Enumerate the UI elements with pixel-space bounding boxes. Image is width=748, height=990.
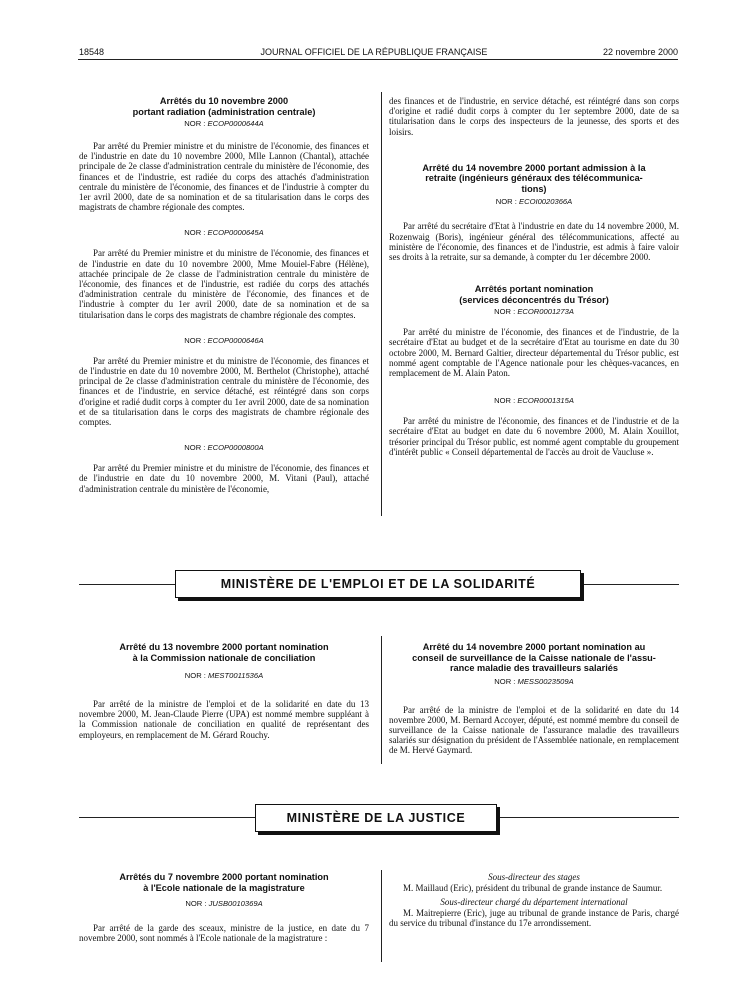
paragraph: M. Maillaud (Eric), président du tribunal de grande instance de Saumur. (403, 883, 663, 893)
nor-reference: NOR : ECOP0000800A (184, 443, 264, 453)
nor-reference: NOR : JUSB0010369A (185, 899, 263, 908)
section-title: Arrêté du 13 novembre 2000 portant nomination (119, 642, 329, 652)
nor-reference: NOR : ECOI0020366A (495, 197, 573, 207)
nor-reference: NOR : MESS0023509A (494, 676, 574, 686)
section-title: Arrêtés du 10 novembre 2000 (159, 96, 289, 106)
section-retraite (389, 163, 679, 262)
ministry-banner-emploi: MINISTÈRE DE L'EMPLOI ET DE LA SOLIDARITÉ (175, 570, 581, 598)
issue-date: 22 novembre 2000 (602, 47, 678, 57)
section-caisse-nationale (389, 642, 679, 756)
ecole-nominations (389, 872, 679, 929)
section-title: portant radiation (administration centrale) (132, 106, 316, 117)
subheading: Sous-directeur chargé du département international (440, 897, 628, 908)
section-ecole-magistrature (79, 872, 369, 943)
paragraph: Par arrêté du Premier ministre et du ministre de l'économie, des finances et de l'industrie en date du 10 novembre 2000, Mlle Lannon (Chantal), attachée principale de 2e classe d'administration centrale du ministère de l'économie, des finances et de l'industrie, est radiée du corps des attachés d'administration centrale du ministère de l'économie, des finances et de l'industrie à compter du 1er avril 2000, date de sa nomination et de sa titularisation dans le corps des magistrats de chambre régionale des comptes. (79, 141, 369, 213)
section-radiation (79, 96, 369, 494)
nor-reference: NOR : ECOP0000644A (184, 119, 264, 128)
section-title: Arrêtés portant nomination (474, 284, 594, 295)
section-tresor (389, 284, 679, 457)
journal-title: JOURNAL OFFICIEL DE LA RÉPUBLIQUE FRANÇAISE (260, 47, 488, 57)
section-title: (services déconcentrés du Trésor) (459, 294, 609, 305)
section-title: retraite (ingénieurs généraux des télécommunica- (425, 173, 643, 184)
section-title: conseil de surveillance de la Caisse nationale de l'assu- (412, 652, 656, 663)
section-title: à l'Ecole nationale de la magistrature (143, 882, 305, 893)
right-column-top (389, 96, 679, 457)
page-number: 18548 (79, 47, 105, 57)
paragraph: Par arrêté de la garde des sceaux, ministre de la justice, en date du 7 novembre 2000, sont nommés à l'Ecole nationale de la magistrature : (79, 923, 369, 944)
column-rule-top (381, 92, 382, 516)
section-title: rance maladie des travailleurs salariés (449, 663, 619, 673)
section-title: Arrêtés du 7 novembre 2000 portant nomination (119, 872, 329, 882)
section-title: Arrêté du 14 novembre 2000 portant nomination au (422, 642, 646, 652)
section-title: tions) (521, 183, 547, 194)
nor-reference: NOR : ECOP0000646A (184, 335, 264, 345)
paragraph: Par arrêté du ministre de l'économie, des finances et de l'industrie et de la secrétaire d'Etat au budget en date du 6 novembre 2000, M. Alain Xouillot, trésorier principal du Trésor public, est nommé agent comptable du groupement d'intérêt public « Conseil départemental de l'accès au droit de Vaucluse ». (389, 416, 679, 457)
paragraph-continuation: des finances et de l'industrie, en service détaché, est réintégré dans son corps d'origine et radié dudit corps à compter du 1er septembre 2000, date de sa titularisation dans le corps des inspecteurs de la jeunesse, des sports et des loisirs. (389, 96, 679, 137)
nor-reference: NOR : ECOR0001315A (494, 396, 574, 406)
section-title: à la Commission nationale de conciliation (132, 652, 316, 663)
nor-reference: NOR : MEST0011536A (184, 671, 264, 680)
paragraph: Par arrêté de la ministre de l'emploi et de la solidarité en date du 13 novembre 2000, M. Jean-Claude Pierre (UPA) est nommé membre suppléant à la Commission nationale de conciliation en qualité de représentant des employeurs, en remplacement de M. Gérard Rouchy. (79, 699, 369, 740)
nor-reference: NOR : ECOR0001273A (494, 307, 574, 317)
column-rule-middle (381, 636, 382, 764)
header-rule (78, 59, 678, 60)
column-rule-bottom (381, 870, 382, 962)
paragraph: Par arrêté du Premier ministre et du ministre de l'économie, des finances et de l'industrie en date du 10 novembre 2000, Mme Mouiel-Fabre (Hélène), attachée principale de 2e classe de l'administration centrale du ministère de l'économie, des finances et de l'industrie, est radiée du corps des attachés d'administration centrale du ministère de l'économie, des finances et de l'industrie à compter du 1er avril 2000, date de sa nomination et de sa titularisation dans le corps des magistrats de chambre régionale des comptes. (79, 248, 369, 320)
paragraph: Par arrêté du Premier ministre et du ministre de l'économie, des finances et de l'industrie en date du 10 novembre 2000, M. Berthelot (Christophe), attaché principal de 2e classe d'administration centrale du ministère de l'économie, des finances et de l'industrie, en service détaché, est réintégré dans son corps d'origine et radié dudit corps à compter du 1er avril 2000, date de sa nomination et de sa titularisation dans le corps des magistrats de chambre régionale des comptes. (79, 355, 369, 428)
paragraph: Par arrêté du ministre de l'économie, des finances et de l'industrie, de la secrétaire d'Etat au budget et de la secrétaire d'Etat au tourisme en date du 30 octobre 2000, M. Bernard Galtier, directeur départemental du Trésor public, est nommé agent comptable de l'Agence nationale pour les chèques-vacances, en remplacement de M. Alain Paton. (389, 327, 679, 378)
paragraph: Par arrêté du Premier ministre et du ministre de l'économie, des finances et de l'industrie en date du 10 novembre 2000, M. Vitani (Paul), attaché d'administration centrale du ministère de l'économie, (79, 463, 369, 494)
paragraph: M. Maitrepierre (Eric), juge au tribunal de grande instance de Paris, chargé du service du tribunal d'instance du 17e arrondissement. (389, 908, 679, 929)
nor-reference: NOR : ECOP0000645A (184, 228, 264, 238)
ministry-banner-justice: MINISTÈRE DE LA JUSTICE (255, 804, 497, 832)
section-commission-conciliation (79, 642, 369, 740)
subheading: Sous-directeur des stages (488, 872, 580, 882)
paragraph: Par arrêté de la ministre de l'emploi et de la solidarité en date du 14 novembre 2000, M. Bernard Accoyer, député, est nommé membre du conseil de surveillance de la Caisse nationale de l'assurance maladie des travailleurs salariés sur désignation du président de l'Assemblée nationale, en remplacement de M. Hervé Gaymard. (389, 704, 679, 756)
section-title: Arrêté du 14 novembre 2000 portant admission à la (422, 162, 646, 173)
paragraph: Par arrêté du secrétaire d'Etat à l'industrie en date du 14 novembre 2000, M. Rozenwaig (Boris), ingénieur général des télécommunications, affecté au ministère de l'économie, des finances et de l'industrie, est admis à faire valoir ses droits à la retraite, sur sa demande, à compter du 1er décembre 2000. (389, 221, 679, 262)
